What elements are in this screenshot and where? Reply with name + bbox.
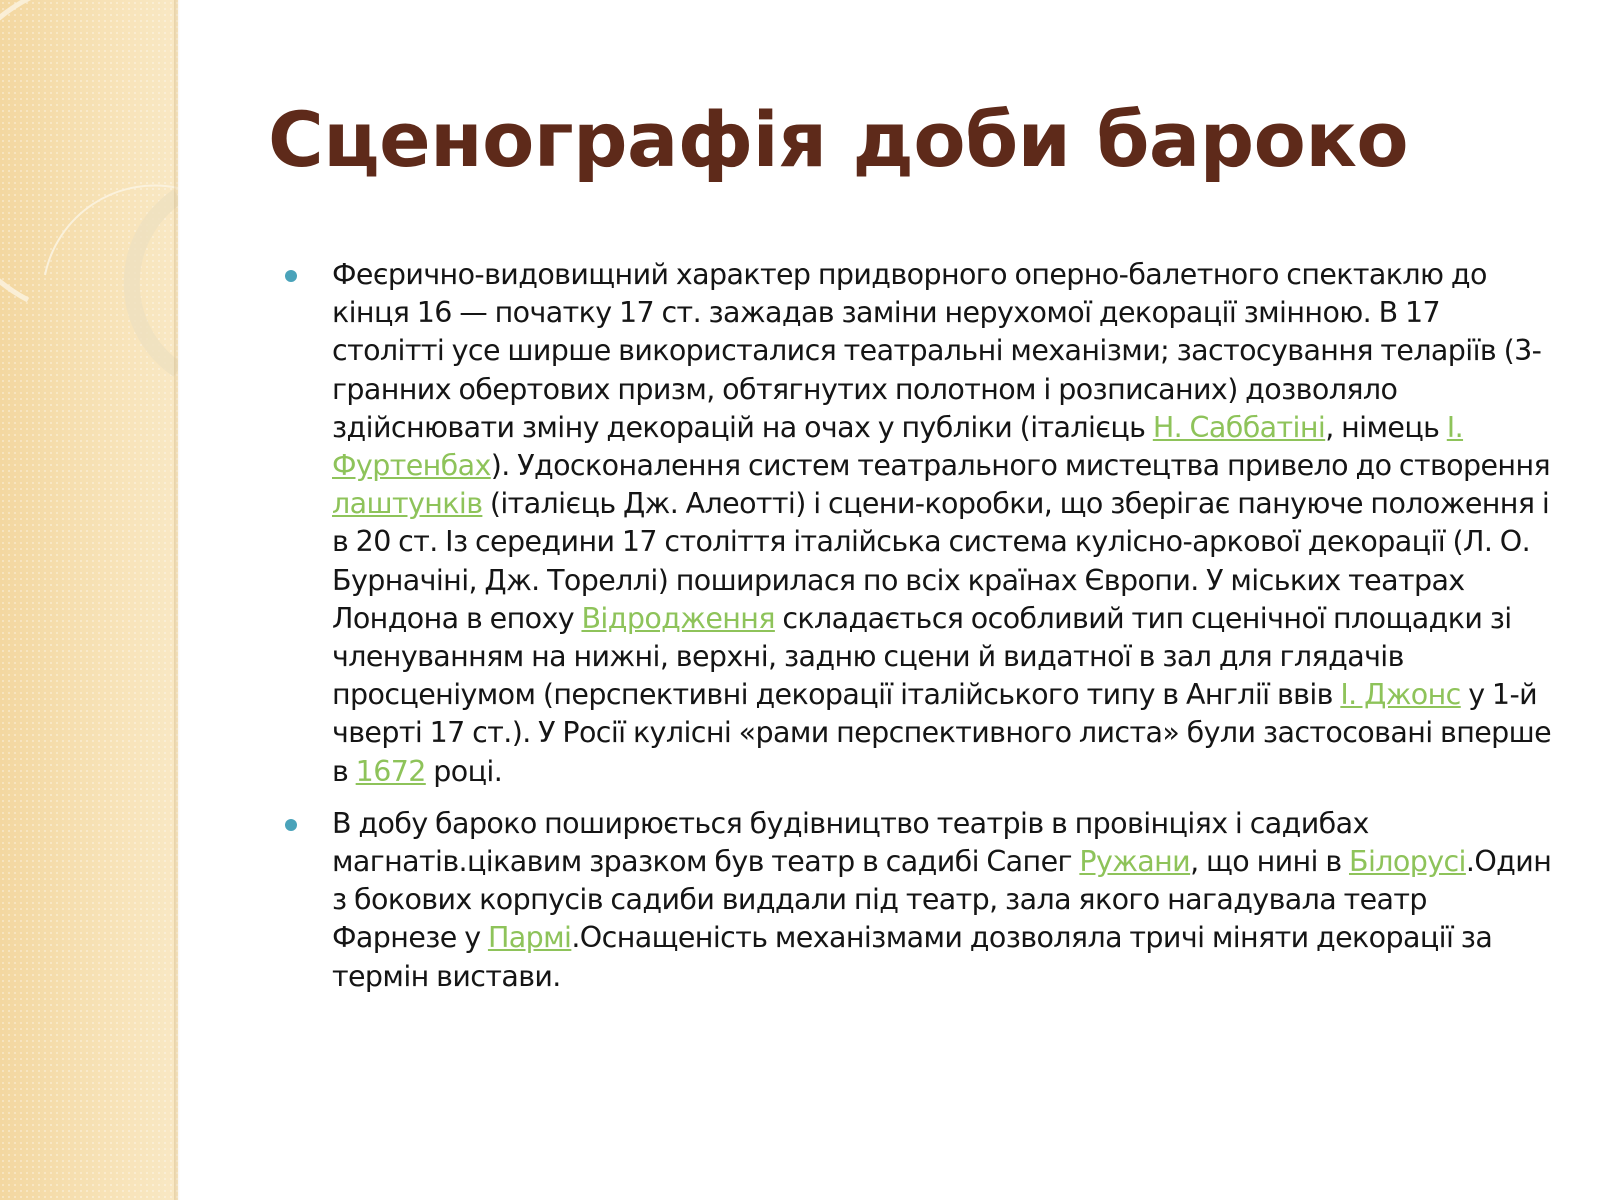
- bullet-item: [285, 256, 1555, 791]
- bullet-text-run: ). Удосконалення систем театрального мистецтва привело до створення: [490, 449, 1551, 483]
- sidebar-edge-shadow: [174, 0, 180, 1200]
- bullet-text-run: В добу бароко поширюється будівництво театрів в провінціях і садибах магнатів.цікавим зразком був театр в садибі Сапег: [332, 806, 1369, 879]
- hyperlink[interactable]: Білорусі: [1349, 845, 1466, 879]
- bullet-text-run: (італієць Дж. Алеотті) і сцени-коробки, що зберігає пануюче положення і в 20 ст. Із середини 17 століття італійська система кулісно-аркової декорації (Л. О. Бурначіні, Дж. Тореллі) поширилася по всіх країнах Європи. У міських театрах Лондона в епоху: [332, 487, 1550, 635]
- decorative-circles: [0, 0, 178, 1200]
- bullet-text-run: Феєрично-видовищний характер придворного оперно-балетного спектаклю до кінця 16 — початку 17 ст. зажадав заміни нерухомої декорації змінною. В 17 столітті усе ширше використалися театральні механізми; застосування теларіїв (3-гранних обертових призм, обтягнутих полотном і розписаних) дозволяло здійснювати зміну декорацій на очах у публіки (італієць: [332, 258, 1542, 444]
- hyperlink[interactable]: Н. Саббатіні: [1152, 410, 1326, 444]
- slide-title: Сценографія доби бароко: [268, 95, 1409, 184]
- hyperlink[interactable]: лаштунків: [332, 487, 483, 521]
- bullet-text-run: .Один з бокових корпусів садиби виддали під театр, зала якого нагадувала театр Фарнезе у: [332, 845, 1552, 955]
- bullet-text-run: , що нині в: [1190, 845, 1349, 879]
- bullet-text: [332, 258, 1551, 788]
- bullet-dot-icon: [285, 270, 297, 282]
- bullet-text-run: році.: [425, 754, 503, 788]
- bullet-item: [285, 805, 1555, 996]
- hyperlink[interactable]: 1672: [355, 754, 426, 788]
- hyperlink[interactable]: Ружани: [1079, 845, 1191, 879]
- decorative-arc-small: [132, 196, 178, 370]
- hyperlink[interactable]: І. Джонс: [1340, 678, 1461, 712]
- bullet-list: [285, 256, 1555, 1010]
- bullet-text-run: .Оснащеність механізмами дозволяла тричі міняти декорації за термін вистави.: [332, 921, 1493, 993]
- bullet-dot-icon: [285, 819, 297, 831]
- bullet-text-run: , німець: [1325, 410, 1447, 444]
- bullet-text-run: складається особливий тип сценічної площадки зі членуванням на нижні, верхні, задню сцени й видатної в зал для глядачів просценіумом (перспективні декорації італійського типу в Англії ввів: [332, 601, 1512, 712]
- hyperlink[interactable]: І. Фуртенбах: [332, 410, 1464, 483]
- decorative-arc-small-inner: [45, 186, 178, 275]
- bullet-text-run: у 1-й чверті 17 ст.). У Росії кулісні «рами перспективного листа» були застосовані вперше в: [332, 678, 1552, 788]
- bullet-text: [332, 807, 1551, 993]
- decorative-arc-large: [0, 0, 178, 300]
- hyperlink[interactable]: Пармі: [487, 921, 572, 955]
- hyperlink[interactable]: Відродження: [581, 601, 775, 635]
- decorative-sidebar: [0, 0, 178, 1200]
